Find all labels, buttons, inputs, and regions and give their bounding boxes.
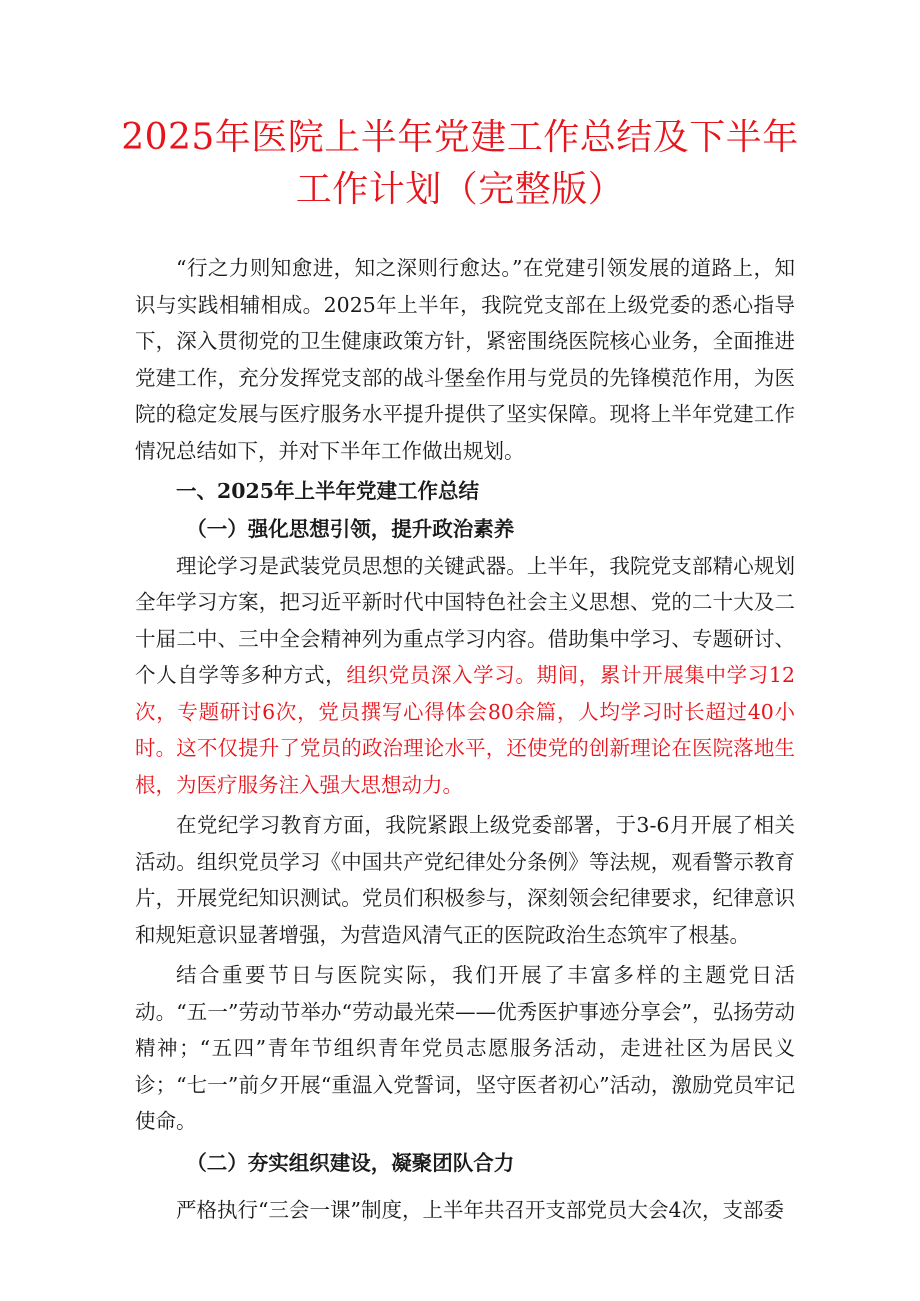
- subsection-heading-2: （二）夯实组织建设，凝聚团队合力: [186, 1150, 515, 1175]
- intro-paragraph: “行之力则知愈进，知之深则行愈达。”在党建引领发展的道路上，知识与实践相辅相成。2025年上半年，我院党支部在上级党委的悉心指导下，深入贯彻党的卫生健康政策方针，紧密围绕医院核心业务，全面推进党建工作，充分发挥党支部的战斗堡垒作用与党员的先锋模范作用，为医院的稳定发展与医疗服务水平提升提供了坚实保障。现将上半年党建工作情况总结如下，并对下半年工作做出规划。: [135, 256, 795, 463]
- paragraph-theory-study-text: 理论学习是武装党员思想的关键武器。上半年，我院党支部精心规划全年学习方案，把习近平新时代中国特色社会主义思想、党的二十大及二十届二中、三中全会精神列为重点学习内容。借助集中学习、专题研讨、个人自学等多种方式，: [135, 553, 795, 687]
- document-title: [100, 112, 820, 216]
- paragraph-organization-building: 严格执行“三会一课”制度，上半年共召开支部党员大会4次，支部委: [176, 1197, 785, 1222]
- subsection-heading-1: （一）强化思想引领，提升政治素养: [186, 516, 515, 541]
- title-line-1: 2025年医院上半年党建工作总结及下半年: [121, 117, 799, 158]
- section-heading-1: 一、2025年上半年党建工作总结: [176, 479, 480, 503]
- paragraph-theory-study-highlight: 组织党员深入学习。期间，累计开展集中学习12次，专题研讨6次，党员撰写心得体会80余篇，人均学习时长超过40小时。这不仅提升了党员的政治理论水平，还使党的创新理论在医院落地生根，为医疗服务注入强大思想动力。: [135, 663, 796, 797]
- paragraph-party-day-activities: 结合重要节日与医院实际，我们开展了丰富多样的主题党日活动。“五一”劳动节举办“劳动最光荣——优秀医护事迹分享会”，弘扬劳动精神；“五四”青年节组织青年党员志愿服务活动，走进社区为居民义诊；“七一”前夕开展“重温入党誓词，坚守医者初心”活动，激励党员牢记使命。: [135, 963, 795, 1133]
- document-body: [135, 250, 795, 1228]
- paragraph-theory-study: [135, 548, 795, 804]
- paragraph-discipline-education: 在党纪学习教育方面，我院紧跟上级党委部署，于3-6月开展了相关活动。组织党员学习《中国共产党纪律处分条例》等法规，观看警示教育片，开展党纪知识测试。党员们积极参与，深刻领会纪律要求，纪律意识和规矩意识显著增强，为营造风清气正的医院政治生态筑牢了根基。: [135, 813, 795, 947]
- title-line-2: 工作计划（完整版）: [295, 169, 625, 210]
